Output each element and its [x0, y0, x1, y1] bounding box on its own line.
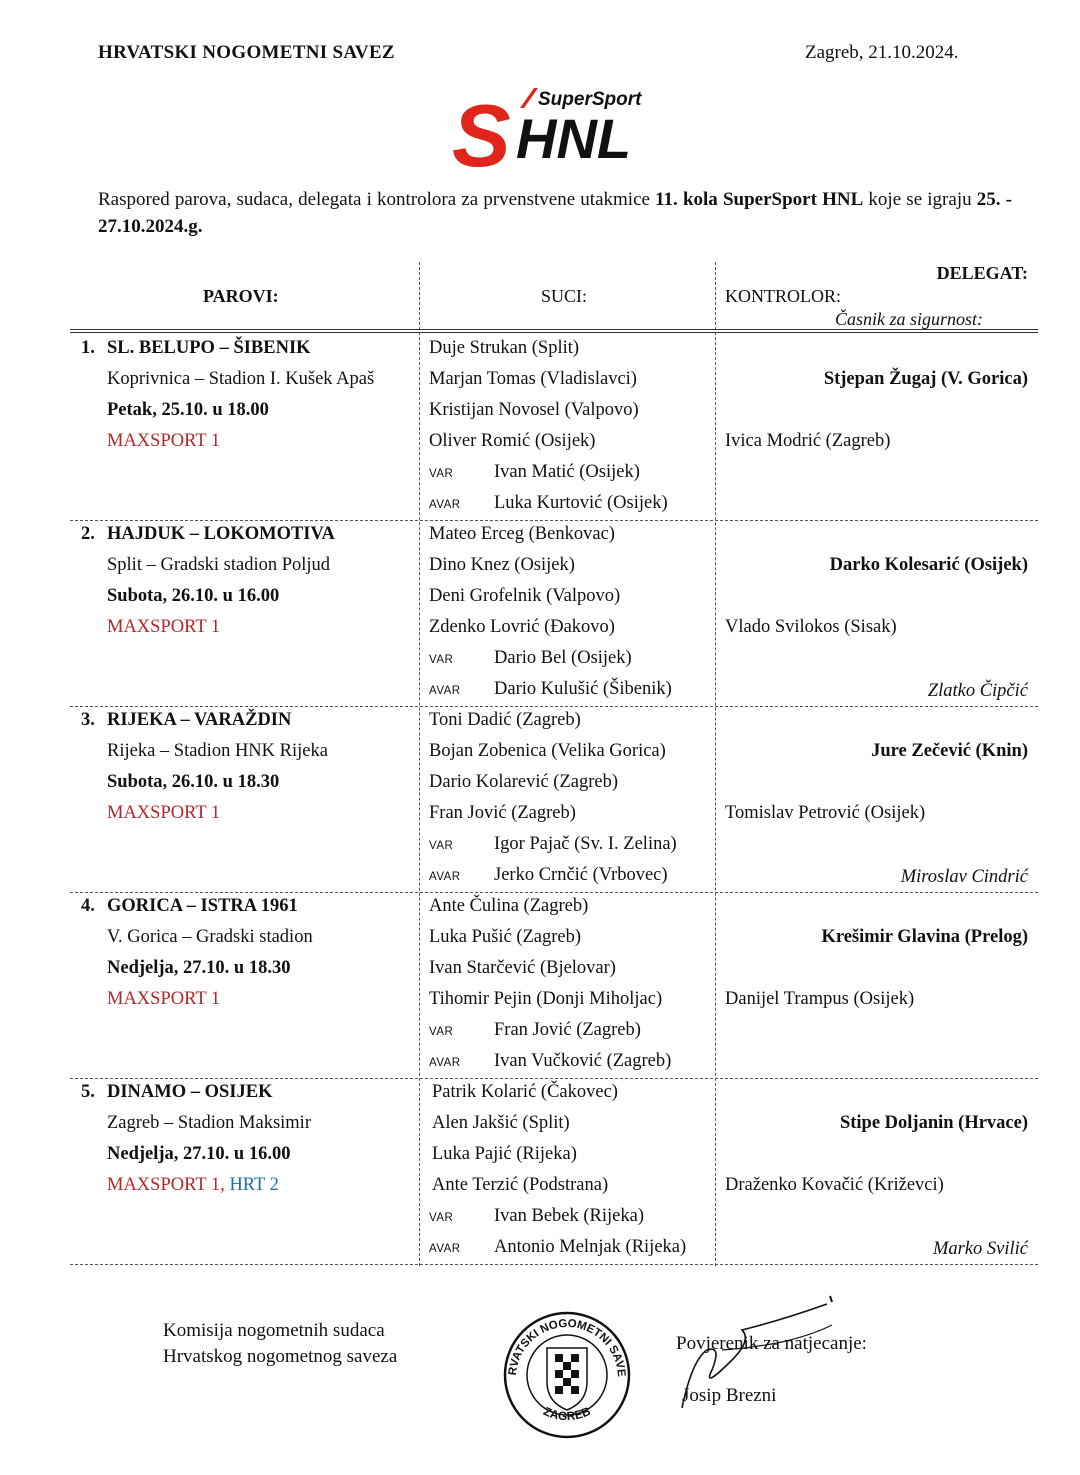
- match-pair: GORICA – ISTRA 1961: [107, 896, 298, 916]
- var-referee: Ivan Bebek (Rijeka): [494, 1206, 644, 1226]
- avar-referee: Dario Kulušić (Šibenik): [494, 679, 672, 699]
- kontrolor: Vlado Svilokos (Sisak): [725, 617, 897, 637]
- var-referee: Fran Jović (Zagreb): [494, 1020, 641, 1040]
- avar-label: AVAR: [429, 685, 461, 697]
- avar-label: AVAR: [429, 1057, 461, 1069]
- referee: Dario Kolarević (Zagreb): [429, 772, 619, 792]
- match-venue: V. Gorica – Gradski stadion: [107, 927, 313, 947]
- casnik: Miroslav Cindrić: [900, 867, 1028, 887]
- avar-label: AVAR: [429, 871, 461, 883]
- match-number: 5.: [81, 1082, 95, 1102]
- referee: Tihomir Pejin (Donji Miholjac): [429, 989, 663, 1009]
- referee: Bojan Zobenica (Velika Gorica): [429, 741, 666, 761]
- logo-initial: S: [452, 86, 511, 178]
- referee: Ante Terzić (Podstrana): [432, 1175, 609, 1195]
- avar-referee: Ivan Vučković (Zagreb): [494, 1051, 672, 1071]
- kontrolor: Ivica Modrić (Zagreb): [725, 431, 891, 451]
- intro-paragraph: Raspored parova, sudaca, delegata i kontrolora za prvenstvene utakmice 11. kola SuperSport HNL koje se igraju 25. - 27.10.2024.g.: [98, 189, 1013, 237]
- match-number: 4.: [81, 896, 95, 916]
- avar-referee: Luka Kurtović (Osijek): [494, 493, 668, 513]
- match-tv: MAXSPORT 1: [107, 989, 221, 1009]
- var-label: VAR: [429, 468, 454, 480]
- match-number: 2.: [81, 524, 95, 544]
- supersport-hnl-logo: [450, 78, 660, 178]
- match-tv: MAXSPORT 1, HRT 2: [107, 1175, 279, 1195]
- referee: Duje Strukan (Split): [429, 338, 580, 358]
- var-label: VAR: [429, 840, 454, 852]
- match-time: Petak, 25.10. u 18.00: [107, 400, 269, 420]
- logo-top-text: SuperSport: [538, 89, 642, 110]
- match-time: Subota, 26.10. u 16.00: [107, 586, 280, 606]
- var-label: VAR: [429, 1212, 454, 1224]
- referee: Luka Pajić (Rijeka): [432, 1144, 577, 1164]
- match-venue: Zagreb – Stadion Maksimir: [107, 1113, 311, 1133]
- footer-commission: Komisija nogometnih sudaca Hrvatskog nogometnog saveza: [163, 1320, 398, 1367]
- match-pair: HAJDUK – LOKOMOTIVA: [107, 524, 335, 544]
- svg-text:HRVATSKI NOGOMETNI SAVEZ: RVATSKI NOGOMETNI SAVE: [506, 1317, 628, 1378]
- logo-main-text: HNL: [516, 107, 632, 170]
- delegat: Darko Kolesarić (Osijek): [829, 555, 1028, 575]
- match-pair: DINAMO – OSIJEK: [107, 1082, 273, 1102]
- footer-commissioner: Povjerenik za natjecanje: Josip Brezni: [676, 1333, 867, 1406]
- match-venue: Rijeka – Stadion HNK Rijeka: [107, 741, 328, 761]
- kontrolor: Tomislav Petrović (Osijek): [725, 803, 926, 823]
- column-header-delegat: DELEGAT:: [936, 263, 1028, 283]
- referee: Deni Grofelnik (Valpovo): [429, 586, 621, 606]
- var-label: VAR: [429, 654, 454, 666]
- svg-text:ZAGREB: ZAGREB: [541, 1404, 593, 1424]
- delegat: Jure Zečević (Knin): [871, 741, 1028, 761]
- avar-label: AVAR: [429, 499, 461, 511]
- place-date: Zagreb, 21.10.2024.: [805, 42, 959, 63]
- column-header-parovi: PAROVI:: [203, 286, 279, 306]
- kontrolor: Danijel Trampus (Osijek): [725, 989, 915, 1009]
- avar-referee: Antonio Melnjak (Rijeka): [494, 1237, 687, 1257]
- referee: Luka Pušić (Zagreb): [429, 927, 582, 947]
- referee: Patrik Kolarić (Čakovec): [432, 1082, 618, 1102]
- avar-label: AVAR: [429, 1243, 461, 1255]
- referee: Oliver Romić (Osijek): [429, 431, 596, 451]
- match-number: 1.: [81, 338, 95, 358]
- match-tv: MAXSPORT 1: [107, 803, 221, 823]
- var-referee: Igor Pajač (Sv. I. Zelina): [494, 834, 677, 854]
- match-tv: MAXSPORT 1: [107, 431, 221, 451]
- handwritten-signature: [662, 1290, 862, 1420]
- delegat: Krešimir Glavina (Prelog): [821, 927, 1028, 947]
- referee: Toni Dadić (Zagreb): [429, 710, 581, 730]
- referee: Dino Knez (Osijek): [429, 555, 575, 575]
- match-pair: SL. BELUPO – ŠIBENIK: [107, 338, 311, 358]
- var-referee: Ivan Matić (Osijek): [494, 462, 640, 482]
- organization-name: HRVATSKI NOGOMETNI SAVEZ: [98, 42, 395, 63]
- delegat: Stipe Doljanin (Hrvace): [839, 1113, 1028, 1133]
- match-number: 3.: [81, 710, 95, 730]
- match-time: Nedjelja, 27.10. u 16.00: [107, 1144, 291, 1164]
- schedule-table: [70, 262, 1038, 1266]
- column-header-suci: SUCI:: [541, 286, 588, 306]
- column-header-casnik: Časnik za sigurnost:: [835, 309, 984, 329]
- casnik: Zlatko Čipčić: [927, 681, 1028, 701]
- match-venue: Koprivnica – Stadion I. Kušek Apaš: [107, 369, 375, 389]
- delegat: Stjepan Žugaj (V. Gorica): [823, 369, 1028, 389]
- referee: Ante Čulina (Zagreb): [429, 896, 589, 916]
- referee: Mateo Erceg (Benkovac): [429, 524, 615, 544]
- referee: Fran Jović (Zagreb): [429, 803, 576, 823]
- match-pair: RIJEKA – VARAŽDIN: [107, 710, 292, 730]
- match-time: Nedjelja, 27.10. u 18.30: [107, 958, 291, 978]
- hns-seal-stamp: [502, 1310, 632, 1440]
- referee: Kristijan Novosel (Valpovo): [429, 400, 639, 420]
- referee: Alen Jakšić (Split): [432, 1113, 570, 1133]
- var-referee: Dario Bel (Osijek): [494, 648, 632, 668]
- match-time: Subota, 26.10. u 18.30: [107, 772, 280, 792]
- referee: Marjan Tomas (Vladislavci): [429, 369, 637, 389]
- match-tv: MAXSPORT 1: [107, 617, 221, 637]
- referee: Ivan Starčević (Bjelovar): [429, 958, 616, 978]
- kontrolor: Draženko Kovačić (Križevci): [725, 1175, 944, 1195]
- match-venue: Split – Gradski stadion Poljud: [107, 555, 331, 575]
- avar-referee: Jerko Crnčić (Vrbovec): [494, 865, 668, 885]
- referee: Zdenko Lovrić (Đakovo): [429, 617, 615, 637]
- column-header-kontrolor: KONTROLOR:: [725, 286, 841, 306]
- var-label: VAR: [429, 1026, 454, 1038]
- casnik: Marko Svilić: [932, 1239, 1028, 1259]
